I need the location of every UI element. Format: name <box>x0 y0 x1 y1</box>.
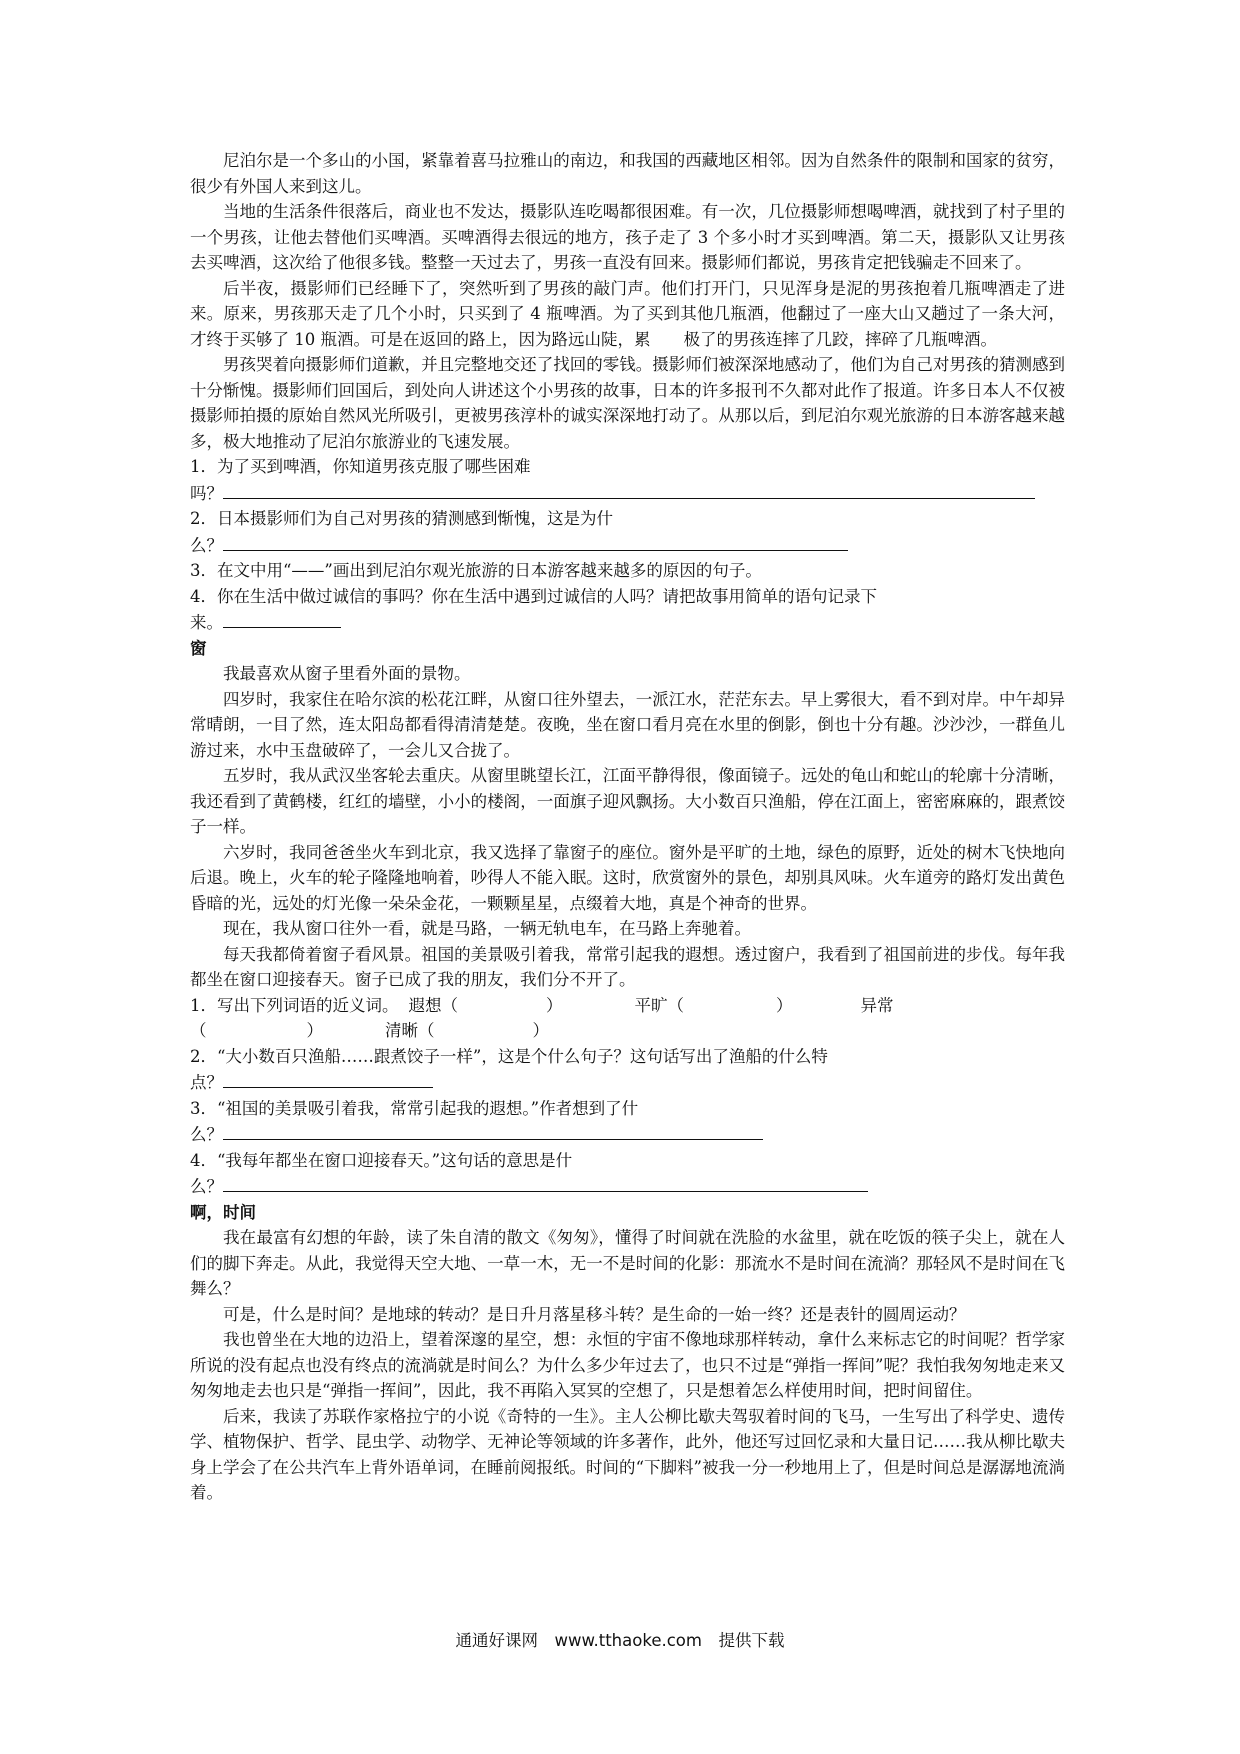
answer-line[interactable] <box>223 1173 868 1192</box>
answer-line[interactable] <box>223 480 1035 499</box>
passage-nepal <box>190 148 1065 636</box>
question-text: 1．写出下列词语的近义词。 <box>190 995 399 1015</box>
question-4 <box>190 1148 1065 1174</box>
question-1-answer-line <box>190 480 1065 507</box>
word-prompt-close: ） <box>776 995 793 1015</box>
paragraph: 现在，我从窗口往外一看，就是马路，一辆无轨电车，在马路上奔驰着。 <box>223 919 751 938</box>
question-2 <box>190 506 1065 532</box>
answer-line[interactable] <box>223 532 848 551</box>
answer-line[interactable] <box>223 609 341 628</box>
question-text-tail: 吗？ <box>190 483 223 503</box>
section-title: 啊，时间 <box>190 1202 256 1222</box>
question-2 <box>190 1044 1065 1070</box>
document-content <box>190 148 1065 1506</box>
paragraph: 我在最富有幻想的年龄，读了朱自清的散文《匆匆》，懂得了时间就在洗脸的水盆里，就在吃饭的筷子尖上，就在人们的脚下奔走。从此，我觉得天空大地、一草一木，无一不是时间的化影：那流水不是时间在流淌？那轻风不是时间在飞舞么？ <box>190 1228 1065 1298</box>
paragraph: 我也曾坐在大地的边沿上，望着深邃的星空，想：永恒的宇宙不像地球那样转动，拿什么来标志它的时间呢？哲学家所说的没有起点也没有终点的流淌就是时间么？为什么多少年过去了，也只不过是“弹指一挥间”呢？我怕我匆匆地走来又匆匆地走去也只是“弹指一挥间”，因此，我不再陷入冥冥的空想了，只是想着怎么样使用时间，把时间留住。 <box>190 1330 1065 1400</box>
question-4-answer-line <box>190 609 1065 636</box>
paragraph: 六岁时，我同爸爸坐火车到北京，我又选择了靠窗子的座位。窗外是平旷的土地，绿色的原野，近处的树木飞快地向后退。晚上，火车的轮子隆隆地响着，吵得人不能入眠。这时，欣赏窗外的景色，却别具风味。火车道旁的路灯发出黄色昏暗的光，远处的灯光像一朵朵金花，一颗颗星星，点缀着大地，真是个神奇的世界。 <box>190 842 1065 913</box>
paragraph: 四岁时，我家住在哈尔滨的松花江畔，从窗口往外望去，一派江水，茫茫东去。早上雾很大，看不到对岸。中午却异常晴朗，一目了然，连太阳岛都看得清清楚楚。夜晚，坐在窗口看月亮在水里的倒影，倒也十分有趣。沙沙沙，一群鱼儿游过来，水中玉盘破碎了，一会儿又合拢了。 <box>190 689 1065 760</box>
question-2-answer-line <box>190 532 1065 559</box>
page-footer: 通通好课网 www.tthaoke.com 提供下载 <box>455 1631 785 1650</box>
question-2-answer-line <box>190 1069 1065 1096</box>
question-3-answer-line <box>190 1121 1065 1148</box>
word-prompt: 清晰（ <box>385 1021 435 1040</box>
word-prompt-close: ） <box>532 1021 549 1040</box>
question-text: 1．为了买到啤酒，你知道男孩克服了哪些困难 <box>190 457 531 476</box>
paragraph: 后半夜，摄影师们已经睡下了，突然听到了男孩的敲门声。他们打开门，只见浑身是泥的男孩抱着几瓶啤酒走了进来。原来，男孩那天走了几个小时，只买到了 4 瓶啤酒。为了买到其他几瓶酒，他翻过了一座大山又趟过了一条大河，才终于买够了 10 瓶酒。可是在返回的路上，因为路远山陡，累 极了的男孩连摔了几跤，摔碎了几瓶啤酒。 <box>190 278 1065 349</box>
question-text: 2．日本摄影师们为自己对男孩的猜测感到惭愧，这是为什 <box>190 509 613 528</box>
paragraph: 男孩哭着向摄影师们道歉，并且完整地交还了找回的零钱。摄影师们被深深地感动了，他们为自己对男孩的猜测感到十分惭愧。摄影师们回国后，到处向人讲述这个小男孩的故事，日本的许多报刊不久都对此作了报道。许多日本人不仅被摄影师拍摄的原始自然风光所吸引，更被男孩淳朴的诚实深深地打动了。从那以后，到尼泊尔观光旅游的日本游客越来越多，极大地推动了尼泊尔旅游业的飞速发展。 <box>190 355 1065 451</box>
question-1-synonyms <box>190 993 1065 1019</box>
question-text: 4．“我每年都坐在窗口迎接春天。”这句话的意思是什 <box>190 1150 573 1170</box>
paragraph: 可是，什么是时间？是地球的转动？是日升月落星移斗转？是生命的一始一终？还是表针的圆周运动？ <box>223 1304 966 1324</box>
question-text-tail: 来。 <box>190 613 223 632</box>
question-text-tail: 么？ <box>190 535 223 555</box>
word-prompt: 遐想（ <box>408 995 458 1015</box>
paragraph: 我最喜欢从窗子里看外面的景物。 <box>223 664 471 683</box>
passage-window <box>190 636 1065 1200</box>
question-text: 4．你在生活中做过诚信的事吗？你在生活中遇到过诚信的人吗？请把故事用简单的语句记录下 <box>190 586 877 606</box>
paragraph: 尼泊尔是一个多山的小国，紧靠着喜马拉雅山的南边，和我国的西藏地区相邻。因为自然条件的限制和国家的贫穷，很少有外国人来到这儿。 <box>190 151 1065 196</box>
question-1-synonyms-cont <box>190 1018 1065 1044</box>
paragraph: 当地的生活条件很落后，商业也不发达，摄影队连吃喝都很困难。有一次，几位摄影师想喝啤酒，就找到了村子里的一个男孩，让他去替他们买啤酒。买啤酒得去很远的地方，孩子走了 3 个多小时才买到啤酒。第二天，摄影队又让男孩去买啤酒，这次给了他很多钱。整整一天过去了，男孩一直没有回来。摄影师们都说，男孩肯定把钱骗走不回来了。 <box>190 202 1065 272</box>
section-title: 窗 <box>190 638 207 658</box>
question-text: 3．“祖国的美景吸引着我，常常引起我的遐想。”作者想到了什 <box>190 1098 639 1118</box>
question-text-tail: 么？ <box>190 1177 223 1196</box>
question-text: 2．“大小数百只渔船……跟煮饺子一样”，这是个什么句子？这句话写出了渔船的什么特 <box>190 1046 828 1066</box>
question-4-answer-line <box>190 1173 1065 1200</box>
paragraph: 五岁时，我从武汉坐客轮去重庆。从窗里眺望长江，江面平静得很，像面镜子。远处的龟山和蛇山的轮廓十分清晰，我还看到了黄鹤楼，红红的墙壁，小小的楼阁，一面旗子迎风飘扬。大小数百只渔船，停在江面上，密密麻麻的，跟煮饺子一样。 <box>190 766 1065 836</box>
question-text: 3．在文中用“——”画出到尼泊尔观光旅游的日本游客越来越多的原因的句子。 <box>190 561 762 580</box>
question-3 <box>190 1096 1065 1122</box>
question-1 <box>190 454 1065 480</box>
question-text-tail: 么？ <box>190 1125 223 1144</box>
question-3 <box>190 558 1065 584</box>
passage-time <box>190 1200 1065 1506</box>
question-text-tail: 点？ <box>190 1073 223 1092</box>
answer-line[interactable] <box>223 1069 433 1088</box>
word-prompt-close: ） <box>306 1021 323 1040</box>
word-prompt: （ <box>190 1021 207 1040</box>
word-prompt-close: ） <box>546 995 563 1015</box>
question-4 <box>190 584 1065 610</box>
paragraph: 后来，我读了苏联作家格拉宁的小说《奇特的一生》。主人公柳比歇夫驾驭着时间的飞马，一生写出了科学史、遗传学、植物保护、哲学、昆虫学、动物学、无神论等领域的许多著作，此外，他还写过回忆录和大量日记……我从柳比歇夫身上学会了在公共汽车上背外语单词，在睡前阅报纸。时间的“下脚料”被我一分一秒地用上了，但是时间总是潺潺地流淌着。 <box>190 1406 1065 1502</box>
word-prompt: 平旷（ <box>634 995 684 1015</box>
answer-line[interactable] <box>223 1121 763 1140</box>
paragraph: 每天我都倚着窗子看风景。祖国的美景吸引着我，常常引起我的遐想。透过窗户，我看到了祖国前进的步伐。每年我都坐在窗口迎接春天。窗子已成了我的朋友，我们分不开了。 <box>190 944 1065 989</box>
word-prompt: 异常 <box>860 995 894 1015</box>
